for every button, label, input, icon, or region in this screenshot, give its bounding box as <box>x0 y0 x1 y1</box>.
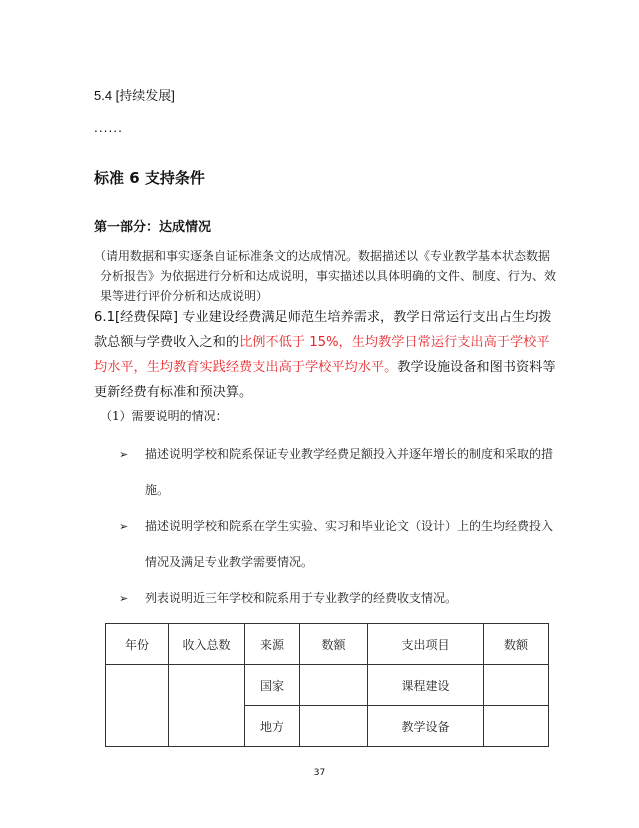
table-cell: 教学设备 <box>368 706 484 747</box>
table-header: 数额 <box>300 624 368 665</box>
paragraph-highlight: 比例不低于 15%，生均教学日常运行支出高于学校平均水平，生均教育实践经费支出高于学校平均水平。 <box>94 335 550 375</box>
table-header-row <box>106 624 549 665</box>
arrow-bullet-icon: ➢ <box>119 520 129 533</box>
table-header: 数额 <box>484 624 549 665</box>
bullet-item <box>119 436 569 508</box>
bullet-text: 列表说明近三年学校和院系用于专业教学的经费收支情况。 <box>145 591 458 605</box>
table-header: 支出项目 <box>368 624 484 665</box>
bullet-text: 描述说明学校和院系在学生实验、实习和毕业论文（设计）上的生均经费投入情况及满足专业教学需要情况。 <box>145 519 554 569</box>
bullet-item <box>119 580 569 616</box>
arrow-bullet-icon: ➢ <box>119 592 129 605</box>
table-cell <box>300 706 368 747</box>
paragraph-text-end: 教学设施设备和图书资料等更新经费有标准和预决算。 <box>94 360 556 400</box>
table-cell: 课程建设 <box>368 665 484 706</box>
arrow-bullet-icon: ➢ <box>119 448 129 461</box>
instruction-note: （请用数据和事实逐条自证标准条文的达成情况。数据描述以《专业教学基本状态数据分析报告》为依据进行分析和达成说明，事实描述以具体明确的文件、制度、行为、效果等进行评价分析和达成说明） <box>94 249 557 303</box>
table-cell: 国家 <box>245 665 300 706</box>
table-header: 年份 <box>106 624 169 665</box>
table-cell <box>300 665 368 706</box>
table-cell <box>169 665 245 747</box>
table-cell <box>484 665 549 706</box>
subheading: （1）需要说明的情况： <box>100 409 228 423</box>
table-cell <box>484 706 549 747</box>
bullet-text: 描述说明学校和院系保证专业教学经费足额投入并逐年增长的制度和采取的措施。 <box>145 447 554 497</box>
ellipsis: ...... <box>94 121 123 135</box>
table-cell: 地方 <box>245 706 300 747</box>
standard-title: 标准 6 支持条件 <box>94 169 205 187</box>
table-row <box>106 665 549 706</box>
section-heading: 5.4 [持续发展] <box>94 88 175 103</box>
page-number: 37 <box>313 768 326 778</box>
table-header: 来源 <box>245 624 300 665</box>
standard-paragraph <box>94 305 556 405</box>
table-cell <box>106 665 169 747</box>
bullet-item <box>119 508 569 580</box>
paragraph-text: 6.1[经费保障] 专业建设经费满足师范生培养需求，教学日常运行支出占生均拨款总额与学费收入之和的 <box>94 310 552 350</box>
part-title: 第一部分：达成情况 <box>94 220 212 235</box>
table-header: 收入总数 <box>169 624 245 665</box>
funding-table <box>105 623 549 747</box>
